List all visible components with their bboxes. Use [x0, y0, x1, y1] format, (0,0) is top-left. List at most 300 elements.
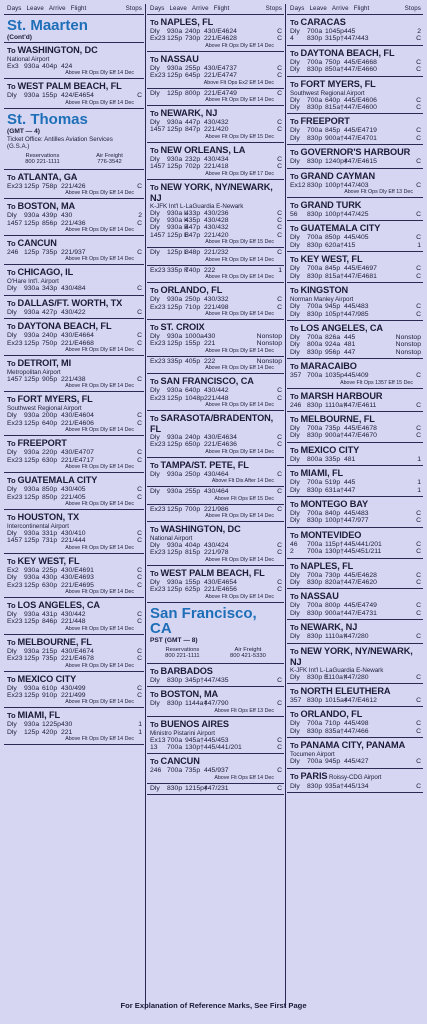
flight-number: 445/483	[344, 303, 369, 311]
destination-name: GOVERNOR'S HARBOUR	[300, 147, 411, 158]
flight-number: 447/466	[344, 727, 369, 735]
flight-arrive: 343p	[42, 285, 58, 293]
column-header	[4, 4, 144, 15]
destination-prefix: To	[290, 224, 301, 234]
flight-stops: C	[277, 394, 282, 402]
flight-arrive: 900a†	[325, 134, 344, 142]
flight-days: Dly	[290, 424, 300, 432]
destination-airport: National Airport	[150, 534, 193, 542]
operating-note: Above Flt Ops Dly Eff 14 Dec	[65, 588, 134, 595]
destination-name: FORT MYERS, FL	[17, 394, 93, 405]
contact-entry	[25, 153, 60, 166]
destination-airport: Ministro Pistarini Airport	[150, 729, 215, 737]
flight-stops: C	[416, 609, 421, 617]
flight-stops: C	[277, 231, 282, 239]
destination-heading	[4, 555, 144, 567]
flight-arrive: 631a†	[325, 486, 344, 494]
flight-number: 221/986	[204, 505, 229, 513]
flight-row	[147, 163, 284, 170]
footer-note: For Explanation of Reference Marks, See First Page	[120, 1001, 307, 1010]
contact-number: 776-3542	[97, 159, 122, 166]
destination-prefix: To	[7, 637, 18, 647]
flight-leave: 930a K	[167, 217, 189, 225]
destination-prefix: To	[150, 690, 161, 700]
flight-row	[287, 758, 423, 765]
flight-row	[287, 402, 423, 409]
operating-note: Above Flt Ops 1357 Eff 15 Dec	[340, 379, 413, 386]
destination-name: PARIS	[300, 770, 328, 781]
operating-note: Above Flt Ops Dly Eff 14 Dec	[205, 401, 274, 408]
destination-block	[4, 236, 144, 265]
destination-block	[147, 248, 284, 265]
flight-arrive: 345p†	[185, 676, 204, 684]
flight-leave: 830p	[307, 158, 323, 166]
destination-prefix: To	[7, 359, 18, 369]
flight-row	[4, 655, 144, 662]
destination-prefix: To	[7, 46, 18, 55]
operating-note: Above Flt Ops Dly Eff 14 Dec	[65, 500, 134, 507]
flight-days: Ex2	[7, 566, 19, 574]
flight-days: 56	[290, 211, 298, 219]
flight-number: 447/E4681	[344, 272, 377, 280]
flight-number: 221/499	[61, 691, 86, 699]
flight-days: 246	[7, 249, 19, 257]
flight-arrive: 850p	[42, 486, 58, 494]
destination-heading	[287, 222, 423, 234]
destination-block	[147, 283, 284, 320]
flight-arrive: 255p	[185, 64, 201, 72]
destination-name: CARACAS	[300, 17, 346, 27]
flight-leave: 930a	[24, 449, 40, 457]
flight-days: 357	[290, 697, 302, 705]
flight-row	[287, 104, 423, 111]
destination-prefix: To	[150, 568, 161, 578]
flight-arrive: 130p†	[185, 744, 204, 751]
flight-days: 1457	[7, 376, 23, 384]
destination-name: GRAND CAYMAN	[300, 170, 376, 181]
flight-arrive: 255p	[185, 488, 201, 496]
flight-days: 13	[150, 744, 158, 751]
destination-heading	[287, 498, 423, 510]
flight-number: 221/E4636	[204, 441, 237, 449]
flight-leave: 125p	[167, 89, 183, 97]
destination-name: PANAMA CITY, PANAMA	[300, 740, 406, 751]
flight-row	[147, 785, 284, 792]
flight-stops: C	[137, 581, 142, 589]
destination-prefix: To	[290, 530, 301, 540]
flight-stops: C	[277, 163, 282, 171]
flight-row	[147, 677, 284, 684]
destination-block	[287, 283, 423, 321]
flight-number: 447/E4611	[344, 401, 377, 409]
flight-arrive: 820a†	[325, 579, 344, 586]
destination-prefix: To	[290, 445, 301, 455]
flight-leave: 700a	[307, 28, 323, 35]
operating-note: Above Flt Ops Dly Eff 14 Dec	[205, 448, 274, 455]
flight-arrive: 845p	[325, 265, 341, 273]
flight-number: 221/E4749	[204, 89, 237, 97]
flight-leave: 830p	[307, 782, 323, 790]
flight-row	[4, 618, 144, 625]
flight-leave: 125p	[24, 728, 40, 736]
destination-name: MIAMI, FL	[300, 468, 344, 479]
flight-arrive: 900a†	[325, 432, 344, 440]
flight-leave: 830p	[307, 401, 323, 409]
destination-prefix: To	[150, 377, 161, 387]
flight-arrive: 1240p†	[325, 158, 348, 166]
flight-stops: C	[137, 249, 142, 257]
flight-arrive: 427p	[42, 308, 58, 316]
flight-days: Ex23	[7, 182, 23, 190]
flight-leave: 125p	[167, 549, 183, 557]
flight-stops: C	[277, 433, 282, 441]
operating-note: Above Flt Ops Dly Eff 14 Dec	[205, 274, 274, 281]
destination-heading	[287, 47, 423, 59]
flight-arrive: 215p	[42, 647, 58, 655]
flight-row	[147, 35, 284, 42]
flight-leave: 700a	[307, 758, 323, 766]
flight-days: Dly	[290, 727, 300, 735]
destination-prefix: To	[290, 646, 301, 656]
flight-days: Dly	[7, 684, 17, 692]
flight-leave: 930a	[24, 332, 40, 340]
flight-number: 430/464	[204, 488, 229, 496]
flight-stops: C	[416, 579, 421, 586]
flight-row	[4, 494, 144, 501]
flight-number: 430/405	[61, 486, 86, 494]
flight-days: Dly	[7, 574, 17, 582]
flight-number: 430/428	[204, 217, 229, 225]
operating-note: Above Flt Ops Dly Eff 14 Dec	[65, 736, 134, 743]
destination-heading	[287, 78, 423, 90]
flight-stops: C	[137, 655, 142, 663]
flight-stops: C	[277, 155, 282, 163]
flight-days: 1457	[7, 537, 23, 545]
flight-row	[147, 340, 284, 347]
flight-row	[287, 303, 423, 310]
flight-leave: 125p	[24, 219, 40, 227]
flight-days: Dly	[150, 224, 160, 232]
flight-stops: C	[416, 758, 421, 766]
flight-arrive: 620a†	[325, 241, 344, 249]
flight-arrive: 105p†	[325, 310, 344, 318]
destination-block	[147, 374, 284, 411]
flight-number: 447/E4600	[344, 104, 377, 112]
flight-leave: 125p	[167, 35, 183, 43]
flight-row	[287, 548, 423, 555]
flight-row	[4, 285, 144, 292]
contact-label: Reservations	[165, 646, 200, 653]
flight-number: 430/E4664	[61, 332, 94, 340]
flight-arrive: 439p	[42, 212, 58, 220]
flight-leave: 830p	[307, 211, 323, 219]
flight-number: 221/E4668	[61, 339, 94, 347]
flight-stops: C	[137, 537, 142, 545]
flight-stops: C	[416, 602, 421, 610]
destination-block	[147, 664, 284, 687]
flight-number: 447/435	[204, 676, 229, 684]
destination-prefix: To	[290, 469, 301, 479]
flight-stops: C	[416, 158, 421, 166]
destination-prefix: To	[290, 201, 301, 211]
flight-number: 424/E4654	[61, 92, 94, 100]
destination-name: NAPLES, FL	[300, 560, 354, 571]
destination-block	[147, 89, 284, 106]
destination-block	[287, 528, 423, 559]
flight-days: Dly	[7, 529, 17, 537]
origin-city-heading: St. Thomas	[7, 110, 88, 128]
destination-block	[147, 458, 284, 487]
column-header-label: Days	[150, 5, 165, 12]
destination-heading	[4, 474, 144, 486]
flight-row	[4, 567, 144, 574]
operating-note: Above Flt Ops Dly Eff 14 Dec	[205, 42, 274, 49]
flight-stops: C	[137, 332, 142, 340]
destination-heading	[4, 44, 144, 56]
destination-block	[4, 43, 144, 79]
destination-name: LOS ANGELES, CA	[17, 599, 100, 610]
destination-prefix: To	[150, 666, 161, 676]
flight-leave: 125p	[24, 493, 40, 501]
flight-arrive: 758p	[42, 182, 58, 190]
destination-name: ATLANTA, GA	[17, 171, 78, 182]
destination-block	[147, 784, 284, 795]
flight-row	[147, 65, 284, 72]
operating-note: Above Flt Ops Dly Eff 17 Dec	[205, 170, 274, 177]
destination-prefix: To	[7, 556, 18, 566]
destination-heading	[4, 357, 144, 369]
destination-block	[287, 466, 423, 497]
flight-number: 430/410	[61, 529, 86, 537]
flight-stops: C	[277, 784, 282, 792]
flight-days: Ex23	[150, 72, 166, 80]
flight-number: 221/498	[204, 303, 229, 311]
flight-days: Dly	[290, 241, 300, 249]
flight-leave: 125p	[24, 537, 40, 545]
destination-name: GUATEMALA CITY	[300, 223, 381, 234]
flight-arrive: 710p	[185, 303, 201, 311]
flight-arrive: 315p†	[325, 35, 344, 43]
flight-row	[147, 744, 284, 751]
destination-prefix: To	[7, 439, 18, 449]
flight-stops: C	[137, 285, 142, 293]
flight-row	[147, 441, 284, 448]
destination-block	[287, 221, 423, 252]
flight-stops: C	[416, 540, 421, 548]
destination-block	[147, 487, 284, 504]
flight-row	[287, 341, 423, 348]
destination-name: MONTEGO BAY	[300, 498, 369, 509]
destination-name: CANCUN	[17, 238, 57, 249]
flight-leave: 930a	[167, 433, 183, 441]
flight-stops: 1	[417, 455, 421, 463]
flight-arrive: 335p	[325, 455, 341, 463]
flight-days: Dly	[290, 96, 300, 104]
flight-leave: 700a	[307, 234, 323, 242]
flight-days: Dly	[290, 234, 300, 242]
destination-prefix: To	[290, 687, 301, 697]
flight-stops: C	[416, 35, 421, 43]
destination-name: SARASOTA/BRADENTON, FL	[150, 412, 274, 434]
flight-row	[147, 156, 284, 163]
origin-city-subtitle: PST (GMT — 8)	[150, 636, 198, 644]
operating-note: Above Flt Ops Dly Eff 14 Dec	[65, 625, 134, 632]
flight-arrive: 625p	[185, 586, 201, 594]
destination-prefix: To	[290, 710, 301, 720]
flight-row	[147, 333, 284, 340]
flight-number: 445/409	[344, 372, 369, 380]
flight-stops: 1	[417, 241, 421, 249]
flight-number: 430	[204, 332, 216, 340]
flight-days: Dly	[290, 486, 300, 494]
flight-row	[4, 420, 144, 427]
flight-days: Dly	[150, 433, 160, 441]
flight-arrive: 630p	[42, 581, 58, 589]
flight-arrive: 1225p	[42, 721, 61, 729]
flight-number: 221/E4606	[61, 419, 94, 427]
destination-block	[147, 180, 284, 249]
destination-block	[147, 566, 284, 603]
flight-days: Dly	[7, 647, 17, 655]
flight-number: 221/436	[61, 219, 86, 227]
flight-leave: 830p	[307, 432, 323, 440]
flight-stops: C	[416, 673, 421, 681]
flight-days: Dly	[150, 387, 160, 395]
destination-heading	[287, 199, 423, 211]
destination-heading	[147, 567, 284, 579]
flight-row	[287, 59, 423, 66]
flight-leave: 830p	[307, 134, 323, 142]
flight-stops: C	[416, 181, 421, 189]
flight-days: 1457	[150, 126, 166, 134]
operating-note: Above Flt Ops Ex2 Eff 14 Dec	[203, 79, 274, 86]
destination-heading	[4, 171, 144, 183]
flight-leave: 930a	[167, 28, 183, 35]
destination-heading	[4, 320, 144, 332]
destination-block	[4, 265, 144, 295]
flight-row	[147, 586, 284, 593]
destination-block	[4, 436, 144, 473]
operating-note: Above Flt Ops Dly Eff 14 Dec	[65, 227, 134, 234]
flight-days: 1457	[150, 231, 166, 239]
flight-days: Dly	[150, 209, 160, 217]
flight-stops: C	[416, 234, 421, 242]
destination-prefix: To	[290, 741, 301, 751]
flight-stops: C	[416, 372, 421, 380]
destination-name: MEXICO CITY	[17, 673, 77, 684]
flight-stops: C	[137, 182, 142, 190]
flight-arrive: 702p	[185, 163, 201, 171]
destination-name: KEY WEST, FL	[17, 555, 80, 566]
destination-heading	[4, 599, 144, 611]
flight-leave: 830p	[307, 727, 323, 735]
destination-block	[287, 412, 423, 443]
flight-leave: 125p	[167, 441, 183, 449]
destination-name: BUENOS AIRES	[160, 718, 229, 729]
flight-row	[147, 488, 284, 495]
destination-heading	[287, 390, 423, 402]
flight-number: 447/985	[344, 310, 369, 318]
flight-arrive: 645p	[185, 72, 201, 80]
flight-number: 447/790	[204, 700, 229, 708]
flight-stops: C	[277, 470, 282, 478]
flight-arrive: 850p	[325, 234, 341, 242]
flight-row	[4, 692, 144, 699]
flight-row	[147, 434, 284, 441]
destination-heading	[4, 80, 144, 92]
flight-row	[4, 212, 144, 219]
flight-days: 2	[290, 548, 294, 556]
flight-stops: C	[277, 676, 282, 684]
flight-stops: C	[277, 505, 282, 513]
flight-stops: C	[416, 134, 421, 142]
flight-row	[287, 66, 423, 73]
flight-number: 447/E4660	[344, 66, 377, 74]
destination-prefix: To	[290, 18, 301, 27]
destination-block	[4, 510, 144, 554]
operating-note: Above Flt Ops Dly Eff 14 Dec	[65, 70, 134, 77]
destination-block	[4, 356, 144, 392]
operating-note: Above Flt Ops Dly Eff 14 Dec	[65, 699, 134, 706]
flight-arrive: 846p	[42, 618, 58, 626]
flight-row	[147, 767, 284, 774]
flight-arrive: 1035p	[325, 372, 344, 380]
destination-airport: Southwest Regional Airport	[7, 405, 82, 413]
destination-block	[287, 738, 423, 768]
flight-arrive: 945a†	[185, 736, 204, 744]
origin-city-heading: San Francisco, CA	[150, 604, 257, 637]
destination-name: DETROIT, MI	[17, 358, 72, 369]
flight-stops: C	[277, 209, 282, 217]
flight-days: Dly	[150, 64, 160, 72]
contact-entry	[230, 647, 266, 660]
flight-row	[287, 728, 423, 735]
flight-days: Ex23	[150, 441, 166, 449]
flight-leave: 930a	[24, 647, 40, 655]
flight-leave: 125p	[24, 339, 40, 347]
flight-number: 445/937	[204, 767, 229, 775]
flight-row	[287, 372, 423, 379]
destination-heading	[147, 16, 284, 28]
flight-number: 424	[61, 63, 73, 70]
destination-airport: Intercontinental Airport	[7, 522, 69, 530]
flight-number: 447/E4615	[344, 158, 377, 166]
flight-row	[147, 126, 284, 133]
flight-leave: 930a L	[167, 209, 188, 217]
destination-prefix: To	[150, 322, 161, 332]
flight-leave: 700a	[307, 509, 323, 517]
destination-prefix: To	[290, 561, 301, 571]
destination-prefix: To	[290, 148, 301, 158]
flight-number: 445	[344, 479, 356, 487]
flight-leave: 930a	[167, 488, 183, 496]
flight-stops: C	[277, 541, 282, 549]
flight-arrive: 100p†	[325, 181, 344, 189]
flight-days: 1457	[7, 219, 23, 227]
operating-note: Above Flt Ops Dly Eff 14 Dec	[205, 593, 274, 600]
flight-number: 481	[344, 341, 356, 349]
destination-block	[287, 252, 423, 283]
flight-leave: 125p	[24, 581, 40, 589]
flight-row	[147, 267, 284, 274]
flight-row	[147, 395, 284, 402]
flight-leave: 930a	[24, 412, 40, 420]
flight-days: Dly	[150, 28, 160, 35]
flight-arrive: 610p	[42, 684, 58, 692]
flight-number: 445	[344, 28, 356, 35]
flight-leave: 830p E	[307, 673, 329, 681]
destination-prefix: To	[150, 413, 161, 423]
